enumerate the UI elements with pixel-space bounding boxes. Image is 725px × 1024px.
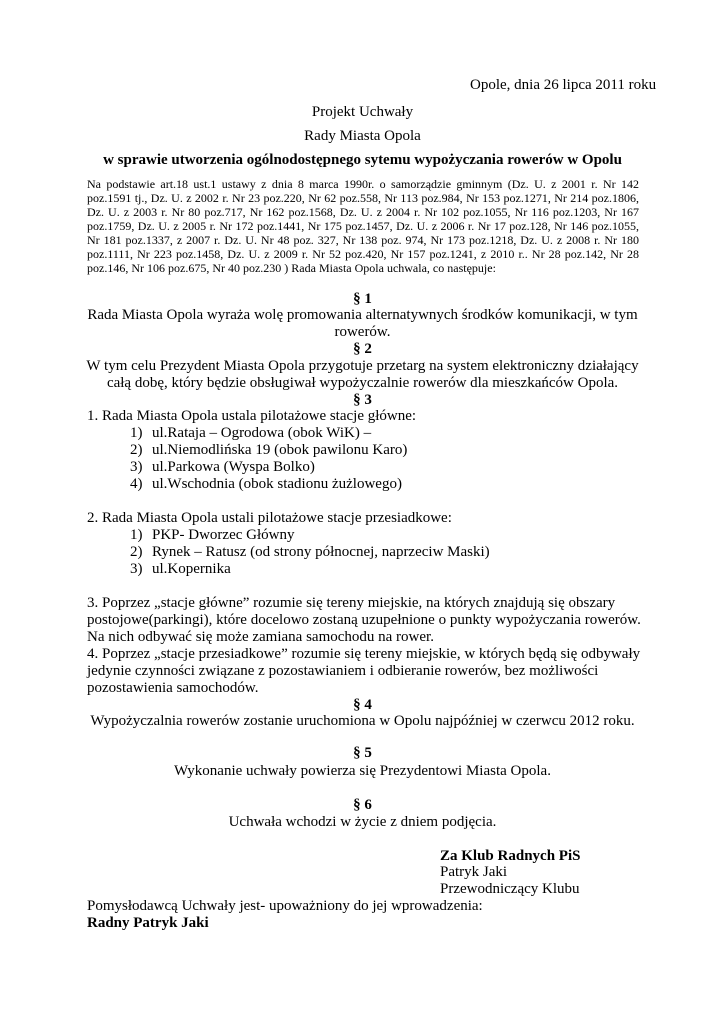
transfer-station-item — [130, 561, 231, 578]
section-1-text-cont: rowerów. — [334, 324, 391, 340]
list-number: 2) — [130, 442, 143, 458]
list-text: Rynek – Ratusz (od strony północnej, naprzeciw Maski) — [152, 544, 490, 560]
section-4-text: Wypożyczalnia rowerów zostanie uruchomiona w Opolu najpóźniej w czerwcu 2012 roku. — [90, 713, 635, 729]
main-station-item — [130, 442, 407, 459]
title-rada-miasta: Rady Miasta Opola — [304, 128, 421, 144]
list-text: ul.Wschodnia (obok stadionu żużlowego) — [152, 476, 402, 492]
section-2-text-cont: całą dobę, który będzie obsługiwał wypożyczalnie rowerów dla mieszkańców Opola. — [106, 375, 619, 391]
transfer-station-item — [130, 544, 490, 561]
subject-line: w sprawie utworzenia ogólnodostępnego sytemu wypożyczania rowerów w Opolu — [103, 152, 622, 168]
list-number: 4) — [130, 476, 143, 492]
originator-name: Radny Patryk Jaki — [87, 915, 209, 931]
section-6-heading: § 6 — [353, 797, 372, 813]
main-station-item — [130, 476, 402, 493]
section-3-point-4-cont: pozostawienia samochodów. — [87, 680, 259, 696]
section-3-point-3-cont: postojowe(parkingi), które docelowo zostaną uzupełnione o punkty wypożyczania rowerów. — [87, 612, 641, 628]
section-2-text: W tym celu Prezydent Miasta Opola przygotuje przetarg na system elektroniczny działający — [86, 358, 639, 374]
title-projekt-uchwaly: Projekt Uchwały — [311, 104, 414, 120]
section-4-heading: § 4 — [353, 697, 372, 713]
main-station-item — [130, 425, 371, 442]
section-3-point-4: 4. Poprzez „stacje przesiadkowe” rozumie się tereny miejskie, w których będą się odbywały — [87, 646, 641, 662]
list-number: 3) — [130, 459, 143, 475]
section-5-heading: § 5 — [353, 745, 372, 761]
signature-role: Przewodniczący Klubu — [440, 881, 580, 897]
list-number: 1) — [130, 527, 143, 543]
section-3-heading: § 3 — [353, 392, 372, 408]
list-text: ul.Rataja – Ogrodowa (obok WiK) – — [152, 425, 372, 441]
section-5-text: Wykonanie uchwały powierza się Prezydentowi Miasta Opola. — [174, 763, 551, 779]
list-text: ul.Kopernika — [152, 561, 231, 577]
section-6-text: Uchwała wchodzi w życie z dniem podjęcia. — [228, 814, 497, 830]
list-number: 2) — [130, 544, 143, 560]
originator-line: Pomysłodawcą Uchwały jest- upoważniony do jej wprowadzenia: — [87, 898, 483, 914]
section-3-point-2-intro: 2. Rada Miasta Opola ustali pilotażowe stacje przesiadkowe: — [87, 510, 452, 526]
section-3-point-3-cont: Na nich odbywać się może zamiana samochodu na rower. — [87, 629, 434, 645]
section-3-point-1-intro: 1. Rada Miasta Opola ustala pilotażowe stacje główne: — [87, 408, 417, 424]
legal-basis-preamble: Na podstawie art.18 ust.1 ustawy z dnia 8 marca 1990r. o samorządzie gminnym (Dz. U. z 2001 r. Nr 142 poz.1591 tj., Dz. U. z 2002 r. Nr 23 poz.220, Nr 62 poz.558, Nr 113 poz.984, Nr 153 poz.1271, Nr 214 poz.1806, Dz. U. z 2003 r. Nr 80 poz.717, Nr 162 poz.1568, Dz. U. z 2004 r. Nr 102 poz.1055, Nr 116 poz.1203, Nr 167 poz.1759, Dz. U. z 2005 r. Nr 172 poz.1441, Nr 175 poz.1457, Dz. U. z 2006 r. Nr 17 poz.128, Nr 146 poz.1055, Nr 181 poz.1337, z 2007 r. Dz. U. Nr 48 poz. 327, Nr 138 poz. 974, Nr 173 poz.1218, Dz. U. z 2008 r. Nr 180 poz.1111, Nr 223 poz.1458, Dz. U. z 2009 r. Nr 52 poz.420, Nr 157 poz.1241, z 2010 r.. Nr 28 poz.142, Nr 28 poz.146, Nr 106 poz.675, Nr 40 poz.230 ) Rada Miasta Opola uchwala, co następuje: — [87, 177, 639, 275]
date-line: Opole, dnia 26 lipca 2011 roku — [470, 77, 657, 93]
list-number: 3) — [130, 561, 143, 577]
signature-name: Patryk Jaki — [440, 864, 508, 880]
section-2-heading: § 2 — [353, 341, 372, 357]
signature-club: Za Klub Radnych PiS — [440, 848, 581, 864]
list-number: 1) — [130, 425, 143, 441]
list-text: ul.Niemodlińska 19 (obok pawilonu Karo) — [152, 442, 408, 458]
section-1-heading: § 1 — [353, 291, 372, 307]
section-1-text: Rada Miasta Opola wyraża wolę promowania alternatywnych środków komunikacji, w tym — [87, 307, 638, 323]
main-station-item — [130, 459, 315, 476]
section-3-point-4-cont: jedynie czynności związane z pozostawianiem i odbieranie rowerów, bez możliwości — [87, 663, 599, 679]
list-text: ul.Parkowa (Wyspa Bolko) — [152, 459, 315, 475]
list-text: PKP- Dworzec Główny — [152, 527, 295, 543]
transfer-station-item — [130, 527, 294, 544]
section-3-point-3: 3. Poprzez „stacje główne” rozumie się tereny miejskie, na których znajdują się obszary — [87, 595, 616, 611]
